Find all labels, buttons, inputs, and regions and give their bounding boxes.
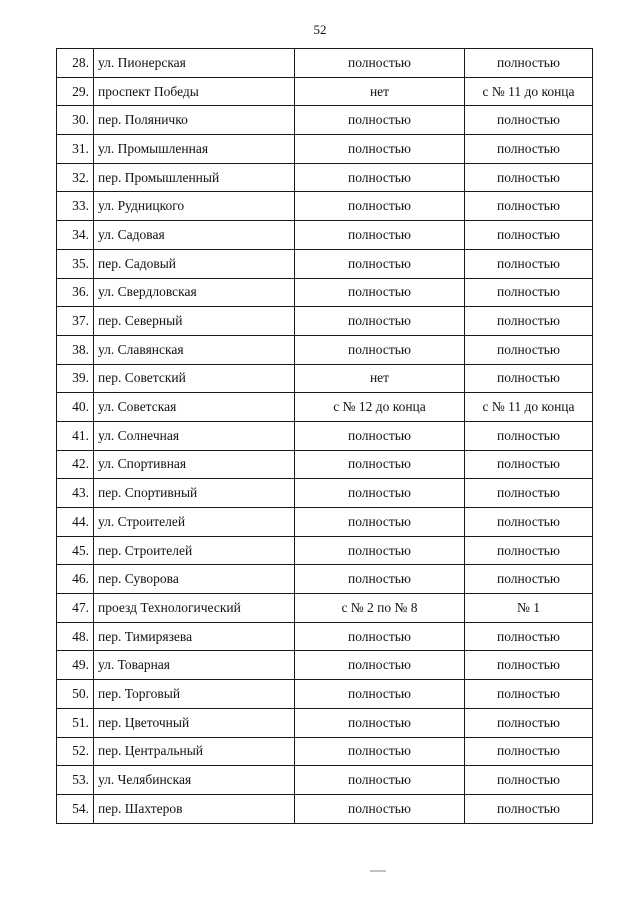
column-1-value: полностью [295, 106, 465, 135]
row-number: 51. [57, 708, 94, 737]
row-number: 43. [57, 479, 94, 508]
column-2-value: полностью [465, 565, 593, 594]
column-2-value: полностью [465, 307, 593, 336]
column-1-value: с № 12 до конца [295, 393, 465, 422]
street-name: пер. Советский [94, 364, 295, 393]
column-1-value: полностью [295, 766, 465, 795]
column-2-value: полностью [465, 651, 593, 680]
column-2-value: полностью [465, 766, 593, 795]
column-1-value: полностью [295, 565, 465, 594]
table-row [57, 249, 593, 278]
column-1-value: полностью [295, 163, 465, 192]
table-row [57, 622, 593, 651]
street-name: пер. Шахтеров [94, 794, 295, 823]
street-name: ул. Промышленная [94, 135, 295, 164]
row-number: 45. [57, 536, 94, 565]
column-1-value: нет [295, 77, 465, 106]
column-1-value: полностью [295, 680, 465, 709]
column-1-value: полностью [295, 421, 465, 450]
street-name: ул. Советская [94, 393, 295, 422]
row-number: 42. [57, 450, 94, 479]
street-name: пер. Строителей [94, 536, 295, 565]
column-2-value: полностью [465, 49, 593, 78]
street-name: ул. Свердловская [94, 278, 295, 307]
street-name: пер. Поляничко [94, 106, 295, 135]
street-name: проспект Победы [94, 77, 295, 106]
table-row [57, 508, 593, 537]
column-1-value: полностью [295, 278, 465, 307]
column-1-value: полностью [295, 622, 465, 651]
table-row [57, 278, 593, 307]
table-row [57, 364, 593, 393]
column-2-value: полностью [465, 249, 593, 278]
table-row [57, 135, 593, 164]
table-row [57, 594, 593, 623]
table-row [57, 708, 593, 737]
column-1-value: полностью [295, 249, 465, 278]
row-number: 33. [57, 192, 94, 221]
column-2-value: полностью [465, 163, 593, 192]
column-1-value: полностью [295, 737, 465, 766]
street-name: ул. Солнечная [94, 421, 295, 450]
table-row [57, 651, 593, 680]
column-1-value: полностью [295, 651, 465, 680]
street-name: пер. Северный [94, 307, 295, 336]
column-1-value: полностью [295, 49, 465, 78]
table-row [57, 393, 593, 422]
table-row [57, 766, 593, 795]
row-number: 31. [57, 135, 94, 164]
column-2-value: полностью [465, 221, 593, 250]
row-number: 37. [57, 307, 94, 336]
street-name: пер. Промышленный [94, 163, 295, 192]
table-body [57, 49, 593, 824]
row-number: 28. [57, 49, 94, 78]
street-name: пер. Цветочный [94, 708, 295, 737]
row-number: 38. [57, 335, 94, 364]
table-row [57, 335, 593, 364]
street-name: ул. Рудницкого [94, 192, 295, 221]
column-2-value: полностью [465, 135, 593, 164]
column-1-value: полностью [295, 192, 465, 221]
column-2-value: полностью [465, 479, 593, 508]
table-row [57, 163, 593, 192]
column-1-value: полностью [295, 307, 465, 336]
street-name: ул. Челябинская [94, 766, 295, 795]
row-number: 32. [57, 163, 94, 192]
column-1-value: нет [295, 364, 465, 393]
streets-table [56, 48, 593, 824]
street-name: пер. Торговый [94, 680, 295, 709]
row-number: 49. [57, 651, 94, 680]
row-number: 47. [57, 594, 94, 623]
table-row [57, 479, 593, 508]
row-number: 29. [57, 77, 94, 106]
column-2-value: полностью [465, 708, 593, 737]
street-name: проезд Технологический [94, 594, 295, 623]
row-number: 35. [57, 249, 94, 278]
table-row [57, 221, 593, 250]
table-row [57, 106, 593, 135]
page-number: 52 [313, 22, 327, 37]
street-name: ул. Строителей [94, 508, 295, 537]
column-1-value: полностью [295, 450, 465, 479]
column-1-value: полностью [295, 536, 465, 565]
column-2-value: полностью [465, 335, 593, 364]
table-row [57, 737, 593, 766]
table-row [57, 421, 593, 450]
column-2-value: полностью [465, 278, 593, 307]
column-1-value: полностью [295, 135, 465, 164]
street-name: ул. Славянская [94, 335, 295, 364]
table-row [57, 680, 593, 709]
row-number: 48. [57, 622, 94, 651]
street-name: ул. Спортивная [94, 450, 295, 479]
column-2-value: полностью [465, 737, 593, 766]
scan-artifact [370, 870, 386, 872]
street-name: пер. Центральный [94, 737, 295, 766]
column-1-value: полностью [295, 708, 465, 737]
row-number: 50. [57, 680, 94, 709]
street-name: ул. Товарная [94, 651, 295, 680]
row-number: 36. [57, 278, 94, 307]
row-number: 46. [57, 565, 94, 594]
column-1-value: с № 2 по № 8 [295, 594, 465, 623]
column-2-value: полностью [465, 794, 593, 823]
column-2-value: № 1 [465, 594, 593, 623]
table-row [57, 450, 593, 479]
row-number: 41. [57, 421, 94, 450]
column-2-value: полностью [465, 508, 593, 537]
row-number: 30. [57, 106, 94, 135]
street-name: пер. Суворова [94, 565, 295, 594]
table-row [57, 77, 593, 106]
row-number: 53. [57, 766, 94, 795]
column-2-value: полностью [465, 622, 593, 651]
row-number: 54. [57, 794, 94, 823]
table-row [57, 794, 593, 823]
table-row [57, 565, 593, 594]
row-number: 52. [57, 737, 94, 766]
column-2-value: полностью [465, 364, 593, 393]
column-1-value: полностью [295, 335, 465, 364]
column-2-value: полностью [465, 106, 593, 135]
column-1-value: полностью [295, 479, 465, 508]
row-number: 34. [57, 221, 94, 250]
street-name: пер. Садовый [94, 249, 295, 278]
column-1-value: полностью [295, 508, 465, 537]
street-name: пер. Тимирязева [94, 622, 295, 651]
column-2-value: с № 11 до конца [465, 393, 593, 422]
column-2-value: с № 11 до конца [465, 77, 593, 106]
column-1-value: полностью [295, 221, 465, 250]
column-2-value: полностью [465, 421, 593, 450]
column-1-value: полностью [295, 794, 465, 823]
table-row [57, 307, 593, 336]
street-name: ул. Пионерская [94, 49, 295, 78]
street-name: пер. Спортивный [94, 479, 295, 508]
table-row [57, 536, 593, 565]
column-2-value: полностью [465, 192, 593, 221]
column-2-value: полностью [465, 680, 593, 709]
table-row [57, 49, 593, 78]
column-2-value: полностью [465, 536, 593, 565]
street-name: ул. Садовая [94, 221, 295, 250]
row-number: 44. [57, 508, 94, 537]
row-number: 40. [57, 393, 94, 422]
table-row [57, 192, 593, 221]
row-number: 39. [57, 364, 94, 393]
column-2-value: полностью [465, 450, 593, 479]
